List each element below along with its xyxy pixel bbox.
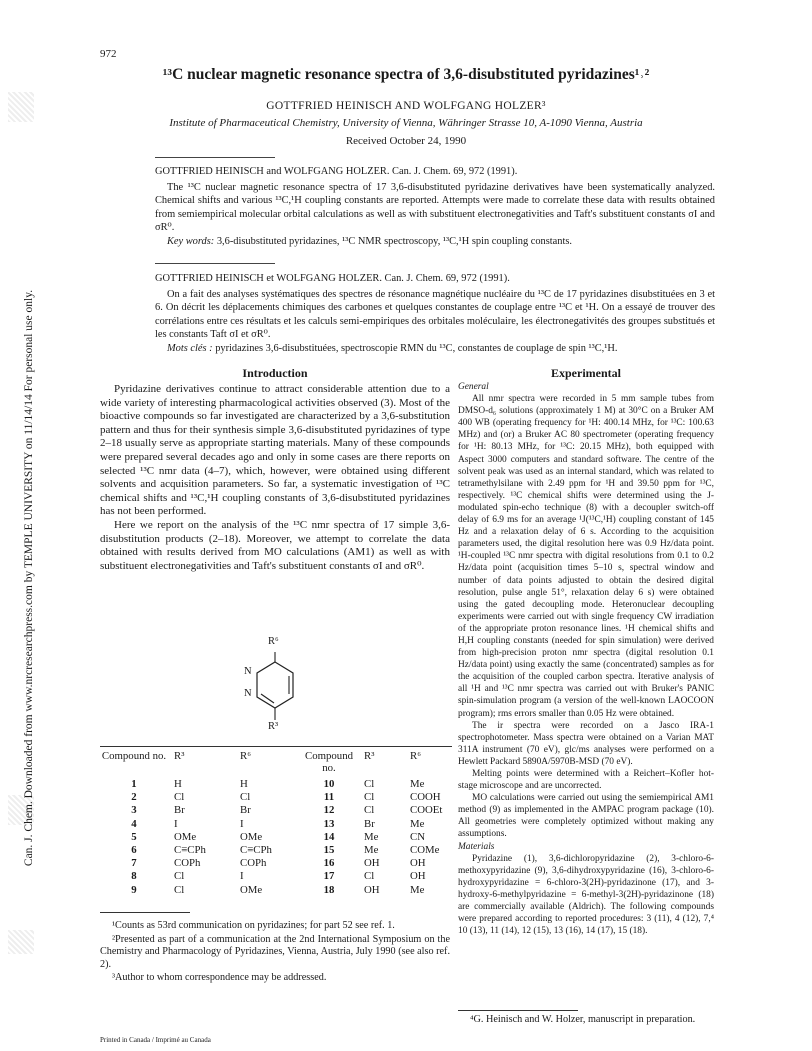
header-r6: R⁶ — [240, 750, 251, 762]
footnote-right — [458, 1014, 714, 1028]
keywords-text: 3,6-disubstituted pyridazines, ¹³C NMR spectroscopy, ¹³C,¹H spin coupling constants. — [214, 235, 573, 247]
table-cell: Cl — [364, 791, 375, 804]
table-cell: COOEt — [410, 804, 443, 817]
abstract-citation-fr: GOTTFRIED HEINISCH et WOLFGANG HOLZER. Can. J. Chem. 69, 972 (1991). — [155, 273, 510, 284]
abstract-text-fr: On a fait des analyses systématiques des spectres de résonance magnétique nucléaire du ¹³C de 17 pyridazines disubstituées en 3 et 6. On décrit les déplacements chimiques des carbones et quelques constantes de couplage entre ¹³C et ¹H. On a essayé de trouver des corrélations entre ces résultats et les calculs semi-empiriques des orbitales moléculaire, les électronegativités des groupes substitués et les constants Taft σI et σR⁰. — [155, 288, 715, 341]
footnote-2: ²Presented as part of a communication at the 2nd International Symposium on the Chemistry and Pharmacology of Pyridazines, Vienna, Austria, July 1990 (see also ref. 2). — [100, 933, 450, 970]
table-row — [100, 818, 452, 831]
table-cell: OH — [364, 857, 380, 870]
footnote-1: ¹Counts as 53rd communication on pyridazines; for part 52 see ref. 1. — [112, 920, 395, 931]
sidebar-text: Can. J. Chem. Downloaded from www.nrcresearchpress.com by TEMPLE UNIVERSITY on 11/14/14 For personal use only. — [23, 289, 35, 867]
table-row — [100, 857, 452, 870]
table-cell: 4 — [131, 817, 137, 830]
general-subheading: General — [458, 382, 489, 392]
table-row — [100, 844, 452, 857]
table-cell: COOH — [410, 791, 441, 804]
table-cell: Br — [364, 817, 375, 830]
table-cell: Me — [364, 843, 379, 856]
experimental-body — [458, 381, 714, 937]
r3-label: R³ — [268, 721, 279, 732]
authors: GOTTFRIED HEINISCH AND WOLFGANG HOLZER³ — [266, 100, 546, 112]
table-cell: H — [240, 778, 248, 790]
table-row — [100, 778, 452, 791]
intro-paragraph-2: Here we report on the analysis of the ¹³C nmr spectra of 17 simple 3,6-disubstitution products (2–18). Moreover, we attempt to correlate the data obtained with results derived from MO calculations (AM1) as well as with substituent electronegativities and Taft's substituent constants σI and σR⁰. — [100, 518, 450, 572]
table-cell: OH — [364, 883, 380, 896]
header-r3: R³ — [174, 750, 185, 762]
table-cell: Cl — [364, 804, 375, 817]
keywords-fr — [155, 342, 715, 356]
table-cell: C≡CPh — [240, 843, 272, 856]
table-cell: Cl — [174, 791, 185, 804]
table-cell: Cl — [174, 883, 185, 896]
header-r6-2: R⁶ — [410, 750, 421, 762]
table-cell: 10 — [323, 778, 335, 790]
table-cell: 14 — [323, 830, 335, 843]
r6-label: R⁶ — [268, 636, 279, 647]
exp-paragraph-4: MO calculations were carried out using the semiempirical AM1 method (9) as implemented in the AMPAC program package (10). All geometries were completely optimized without making any assumptions. — [458, 793, 714, 840]
table-rule-bottom — [100, 912, 190, 913]
exp-paragraph-5: Pyridazine (1), 3,6-dichloropyridazine (2), 3-chloro-6-methoxypyridazine (9), 3,6-dihydroxypyridazine (16), 3-chloro-6-hydroxypyridazine = 6-chloro-3(2H)-pyridazinone (17), and 3-hydroxy-6-methylpyridazine = 6-methyl-3(2H)-pyridazinone (18) are commercially available (Aldrich). The following compounds were prepared according to reported procedures: 3 (11), 4 (12), 7,⁴ 10 (13), 11 (14), 12 (15), 13 (16), 14 (17), 15 (18). — [458, 853, 714, 937]
table-cell: Me — [410, 778, 425, 790]
table-cell: 15 — [323, 843, 335, 856]
table-cell: OMe — [240, 883, 263, 896]
table-cell: Cl — [364, 778, 375, 790]
table-cell: Cl — [364, 870, 375, 883]
table-rule-top — [100, 746, 452, 747]
table-cell: Me — [364, 830, 379, 843]
abstract-french — [155, 272, 715, 356]
keywords — [155, 235, 715, 249]
abstract-text: The ¹³C nuclear magnetic resonance spectra of 17 3,6-disubstituted pyridazine derivatives have been systematically analyzed. Chemical shifts and various ¹³C,¹H coupling constants are reported. Attempts were made to correlate these data with results obtained from semiempirical molecular orbital calculations as well as with substituent electronegativities and Taft's substituent constants σI and σR⁰. — [155, 181, 715, 234]
table-cell: Cl — [240, 791, 251, 804]
article-title: ¹³C nuclear magnetic resonance spectra of 3,6-disubstituted pyridazines¹˒² — [162, 66, 650, 83]
table-cell: 11 — [323, 791, 335, 804]
materials-subheading: Materials — [458, 841, 495, 852]
exp-paragraph-1: All nmr spectra were recorded in 5 mm sample tubes from DMSO-d₆ solutions (approximately 1 M) at 30°C on a Bruker AM 400 WB (operating frequency for ¹H: 400.14 MHz, for ¹³C: 100.63 MHz) and (or) a Bruker AC 80 spectrometer (operating frequency for ¹H: 80.13 MHz, for ¹³C: 20.15 MHz), both equipped with Aspect 3000 computers and standard software. The centre of the solvent peak was used as an internal standard, which was related to tetramethylsilane with 2.49 ppm for ¹H and 39.50 ppm for ¹³C, respectively. ¹³C chemical shifts were determined using the J-modulated spin-echo technique (8) with a decoupler switch-off delay of 6.9 ms for an average ¹J(¹³C,¹H) coupling constant of 145 Hz and a relaxation delay of 6 s. According to the acquisition parameters used, the digital resolution here was 0.9 Hz/data point. ¹H-coupled ¹³C nmr spectra with digital resolutions from 0.1 to 0.2 Hz/data point (acquisition times 5–10 s, spectral window and number of data points adjusted to obtain the desired digital resolution, pulse angle 51°, relaxation delay 6 s) were obtained using the gated decoupling mode. Heteronuclear decoupling experiments were carried out with single frequency CW irradiation of the appropriate proton resonance lines. ¹H chemical shifts and H,H coupling constants (needed for spin simulation) were derived from high-precision proton nmr spectra (digital resolution 0.1 Hz/data point) using exactly the same (concentrated) samples as for the acquisition of the coupled carbon spectra. Iterative analysis of all ¹H and ¹³C nmr spectra was carried out with Bruker's PANIC spin-simulation program (a version of the well-known LAOCOON program); rms errors smaller than 0.05 Hz were obtained. — [458, 394, 714, 719]
table-cell: 3 — [131, 804, 137, 817]
table-cell: Cl — [174, 870, 185, 883]
abstract-rule-top — [155, 157, 275, 158]
keywords-label-fr: Mots clés : — [167, 342, 213, 354]
table-cell: Br — [240, 804, 251, 817]
introduction-heading: Introduction — [242, 366, 308, 380]
header-r3-2: R³ — [364, 750, 375, 762]
abstract-english — [155, 165, 715, 249]
table-cell: 12 — [323, 804, 335, 817]
keywords-label: Key words: — [167, 235, 215, 247]
abstract-rule-mid — [155, 263, 275, 264]
table-cell: I — [240, 870, 244, 883]
printed-in-canada: Printed in Canada / Imprimé au Canada — [100, 1036, 211, 1044]
table-cell: H — [174, 778, 182, 790]
table-cell: Br — [174, 804, 185, 817]
page-number: 972 — [100, 48, 117, 60]
footnote-4: ⁴G. Heinisch and W. Holzer, manuscript in preparation. — [470, 1014, 696, 1025]
table-row — [100, 870, 452, 883]
experimental-heading: Experimental — [551, 366, 621, 380]
table-cell: OMe — [240, 830, 263, 843]
intro-paragraph-1: Pyridazine derivatives continue to attract considerable attention due to a wide variety of interesting pharmacological activities observed (3). Most of the bioactive compounds so far investigated are characterized by a 3,6-substitution pattern and thus for their synthesis simple 3,6-disubstituted pyridazines of type 2–18 usually serve as appropriate starting materials. Many of these compounds were prepared several decades ago and only in some cases are there reports on selected ¹³C nmr data (4–7), which, however, were obtained using different solvents and acquisition parameters. So far, a systematic investigation of ¹³C chemical shifts and ¹³C,¹H coupling constants of 3,6-disubstituted pyridazines has not been performed. — [100, 383, 450, 518]
table-cell: 16 — [323, 857, 335, 870]
n1-label: N — [244, 666, 252, 677]
footnote-rule-right — [458, 1010, 578, 1011]
header-text: Compound no. — [305, 750, 353, 774]
table-cell: COMe — [410, 843, 440, 856]
header-compound-no-2 — [300, 750, 358, 778]
table-header-row — [100, 750, 452, 778]
table-cell: I — [174, 817, 178, 830]
table-cell: 5 — [131, 830, 137, 843]
table-cell: 2 — [131, 791, 137, 804]
header-text: Compound no. — [101, 750, 167, 762]
compound-table — [100, 750, 452, 897]
table-cell: CN — [410, 830, 425, 843]
table-cell: OMe — [174, 830, 197, 843]
table-cell: COPh — [174, 857, 201, 870]
table-cell: C≡CPh — [174, 843, 206, 856]
table-cell: 1 — [131, 778, 137, 790]
table-cell: 18 — [323, 883, 335, 896]
table-cell: 9 — [131, 883, 137, 896]
table-cell: 13 — [323, 817, 335, 830]
exp-paragraph-2: The ir spectra were recorded on a Jasco IRA-1 spectrophotometer. Mass spectra were obtained on a Varian MAT 311A instrument (70 eV), glc/ms analyses were performed on a Hewlett Packard 5890A/5970B-MSD (70 eV). — [458, 720, 714, 767]
abstract-citation: GOTTFRIED HEINISCH and WOLFGANG HOLZER. Can. J. Chem. 69, 972 (1991). — [155, 166, 518, 177]
footnotes-left — [100, 920, 450, 986]
table-cell: I — [240, 817, 244, 830]
table-cell: 17 — [323, 870, 335, 883]
table-cell: OH — [410, 857, 426, 870]
margin-noise — [8, 92, 34, 122]
exp-paragraph-3: Melting points were determined with a Reichert–Kofler hot-stage microscope and are uncorrected. — [458, 769, 714, 792]
table-cell: Me — [410, 817, 425, 830]
pyridazine-structure — [230, 636, 320, 740]
table-cell: 6 — [131, 843, 137, 856]
keywords-text-fr: pyridazines 3,6-disubstituées, spectroscopie RMN du ¹³C, constantes de couplage de spin ¹³C,¹H. — [212, 342, 618, 354]
header-compound-no — [100, 750, 168, 778]
table-cell: COPh — [240, 857, 267, 870]
table-row — [100, 804, 452, 817]
table-cell: 7 — [131, 857, 137, 870]
table-cell: Me — [410, 883, 425, 896]
institution: Institute of Pharmaceutical Chemistry, University of Vienna, Währinger Strasse 10, A-1090 Vienna, Austria — [169, 117, 643, 129]
table-cell: OH — [410, 870, 426, 883]
n2-label: N — [244, 688, 252, 699]
table-row — [100, 791, 452, 804]
download-sidebar — [22, 248, 58, 908]
table-cell: 8 — [131, 870, 137, 883]
margin-noise — [8, 930, 34, 954]
footnote-3: ³Author to whom correspondence may be addressed. — [112, 972, 327, 984]
table-row — [100, 831, 452, 844]
table-row — [100, 884, 452, 897]
introduction-body — [100, 383, 450, 573]
received-date: Received October 24, 1990 — [345, 135, 467, 147]
